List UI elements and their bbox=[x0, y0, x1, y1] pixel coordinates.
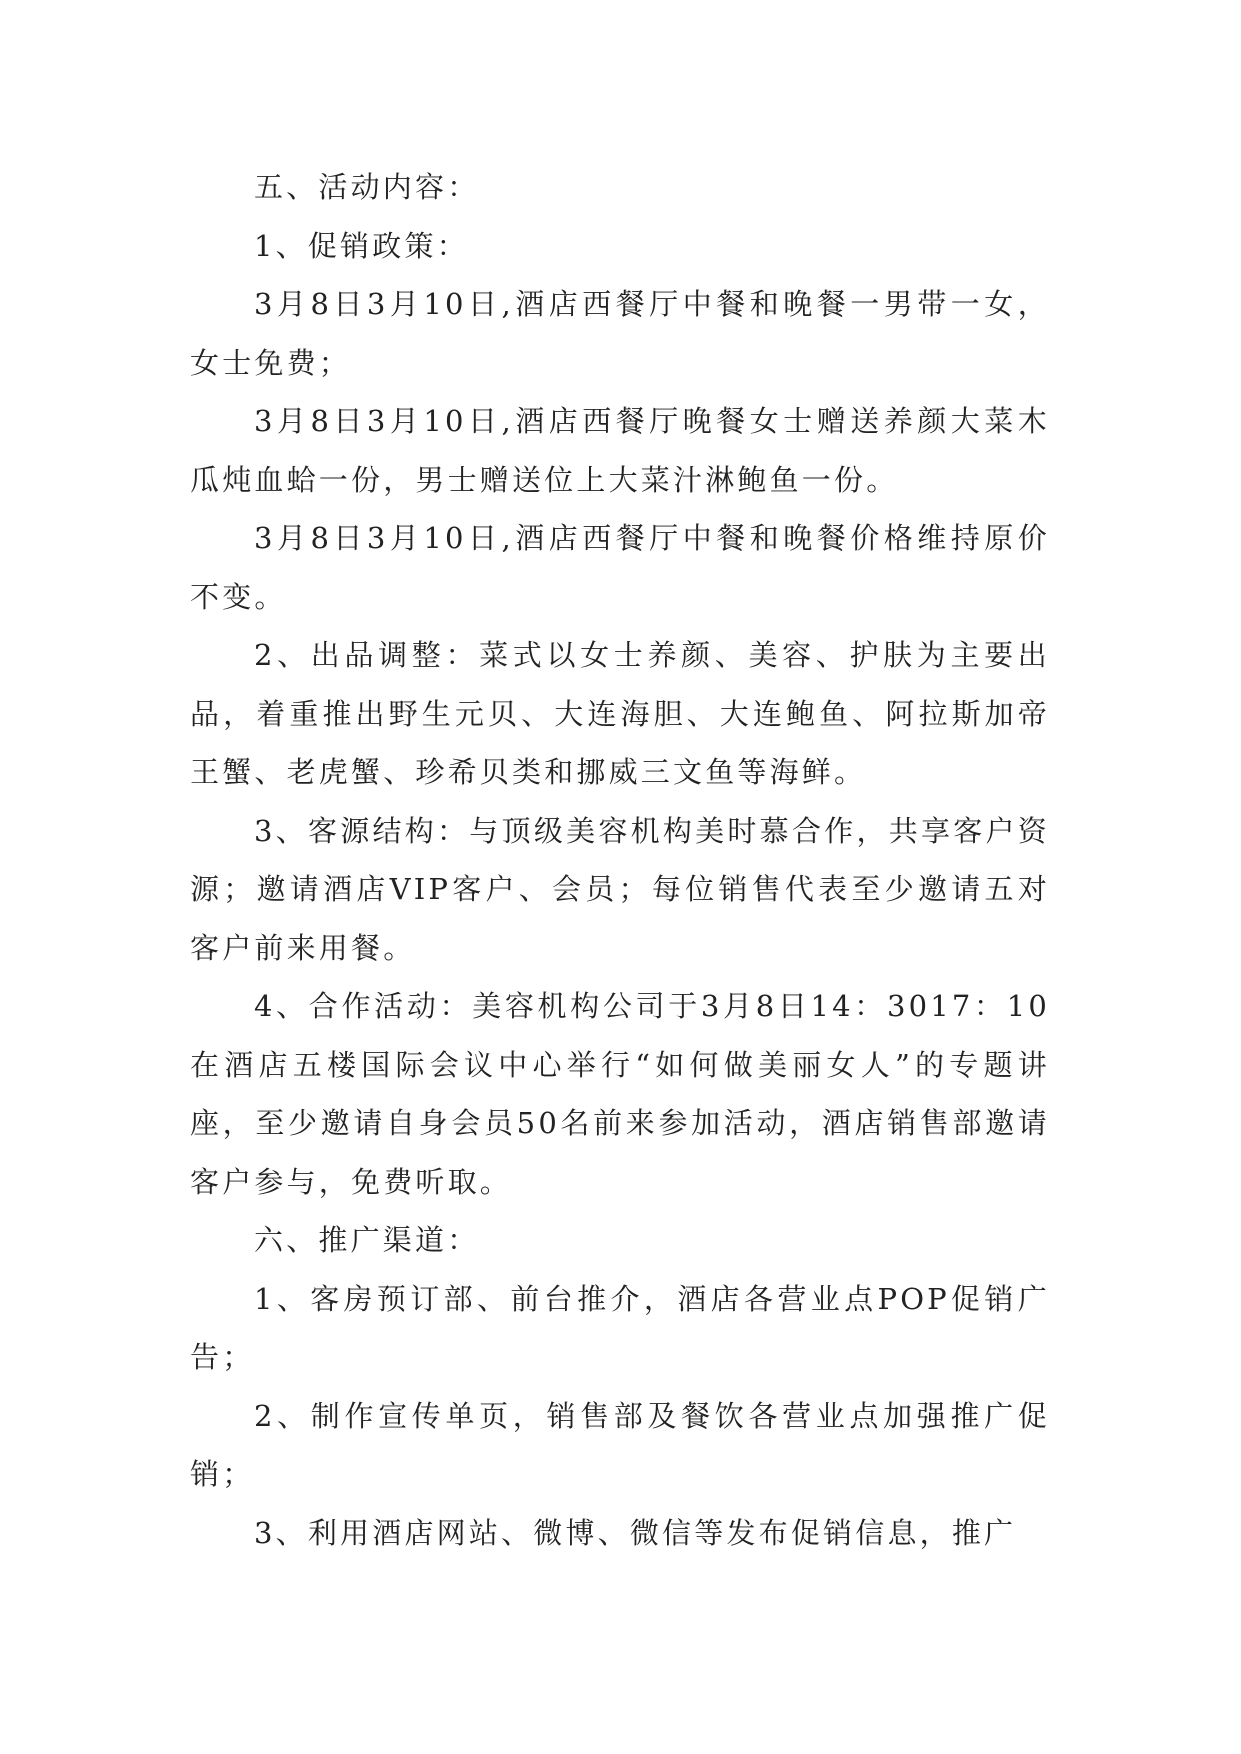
paragraph-policy-2: 3月8日3月10日,酒店西餐厅晚餐女士赠送养颜大菜木瓜炖血蛤一份，男士赠送位上大菜汁淋鲍鱼一份。 bbox=[190, 404, 1050, 497]
paragraph-channel-2: 2、制作宣传单页，销售部及餐饮各营业点加强推广促销； bbox=[190, 1398, 1050, 1491]
paragraph-policy-1: 3月8日3月10日,酒店西餐厅中餐和晚餐一男带一女，女士免费； bbox=[190, 287, 1050, 380]
document-body bbox=[190, 158, 1050, 1562]
paragraph-cooperation-activity: 4、合作活动：美容机构公司于3月8日14：3017：10在酒店五楼国际会议中心举行“如何做美丽女人”的专题讲座，至少邀请自身会员50名前来参加活动，酒店销售部邀请客户参与，免费听取。 bbox=[190, 989, 1050, 1199]
paragraph-menu-adjustment: 2、出品调整：菜式以女士养颜、美容、护肤为主要出品，着重推出野生元贝、大连海胆、大连鲍鱼、阿拉斯加帝王蟹、老虎蟹、珍希贝类和挪威三文鱼等海鲜。 bbox=[190, 638, 1050, 789]
section-heading-promotion-channels: 六、推广渠道： bbox=[254, 1223, 480, 1257]
paragraph-customer-structure: 3、客源结构：与顶级美容机构美时慕合作，共享客户资源；邀请酒店VIP客户、会员；每位销售代表至少邀请五对客户前来用餐。 bbox=[190, 813, 1050, 965]
paragraph-channel-1: 1、客房预订部、前台推介，酒店各营业点POP促销广告； bbox=[190, 1281, 1050, 1374]
section-heading-activity-content: 五、活动内容： bbox=[254, 170, 480, 204]
paragraph-policy-3: 3月8日3月10日,酒店西餐厅中餐和晚餐价格维持原价不变。 bbox=[190, 521, 1050, 614]
subheading-promotion-policy: 1、促销政策： bbox=[254, 228, 469, 263]
paragraph-channel-3: 3、利用酒店网站、微博、微信等发布促销信息，推广 bbox=[254, 1515, 1017, 1550]
